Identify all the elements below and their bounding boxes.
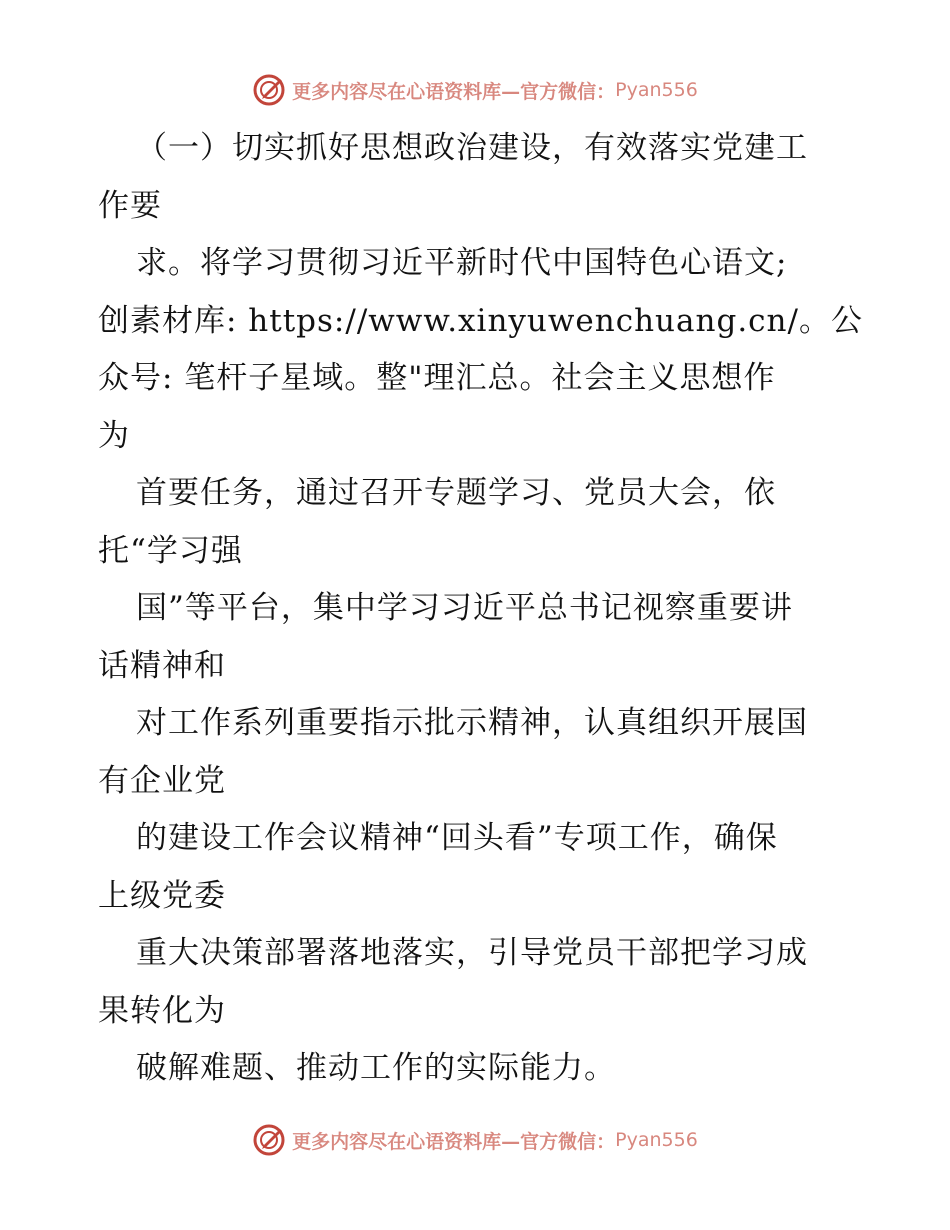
text-line: 的建设工作会议精神“回头看”专项工作，确保 [136,820,778,856]
text-line: 破解难题、推动工作的实际能力。 [136,1050,616,1086]
watermark-id: Pyan556 [615,79,698,101]
watermark-header [0,70,950,110]
text-line: 有企业党 [98,762,226,799]
document-body [98,120,863,1098]
text-line: 众号: 笔杆子星域。整"理汇总。社会主义思想作 [98,360,776,396]
watermark-text: 更多内容尽在心语资料库—官方微信： [292,1130,616,1153]
text-line: 求。将学习贯彻习近平新时代中国特色心语文; [136,245,788,281]
text-line: 果转化为 [98,992,226,1029]
text-line: 重大决策部署落地落实，引导党员干部把学习成 [136,935,808,971]
text-line: 话精神和 [98,647,226,684]
logo-icon [252,73,286,107]
text-line: （一）切实抓好思想政治建设，有效落实党建工 [136,130,808,166]
logo-icon [252,1123,286,1157]
text-line: 为 [98,417,130,454]
text-line: 作要 [98,187,162,224]
text-line: 创素材库: https://www.xinyuwenchuang.cn/。公 [98,302,863,339]
text-line: 首要任务，通过召开专题学习、党员大会，依 [136,475,776,511]
text-line: 上级党委 [98,877,226,914]
watermark-text: 更多内容尽在心语资料库—官方微信： [292,80,616,103]
watermark-id: Pyan556 [615,1129,698,1151]
text-line: 对工作系列重要指示批示精神，认真组织开展国 [136,705,808,741]
text-line: 国”等平台，集中学习习近平总书记视察重要讲 [136,590,793,626]
text-line: 托“学习强 [98,532,243,569]
watermark-footer [0,1120,950,1160]
